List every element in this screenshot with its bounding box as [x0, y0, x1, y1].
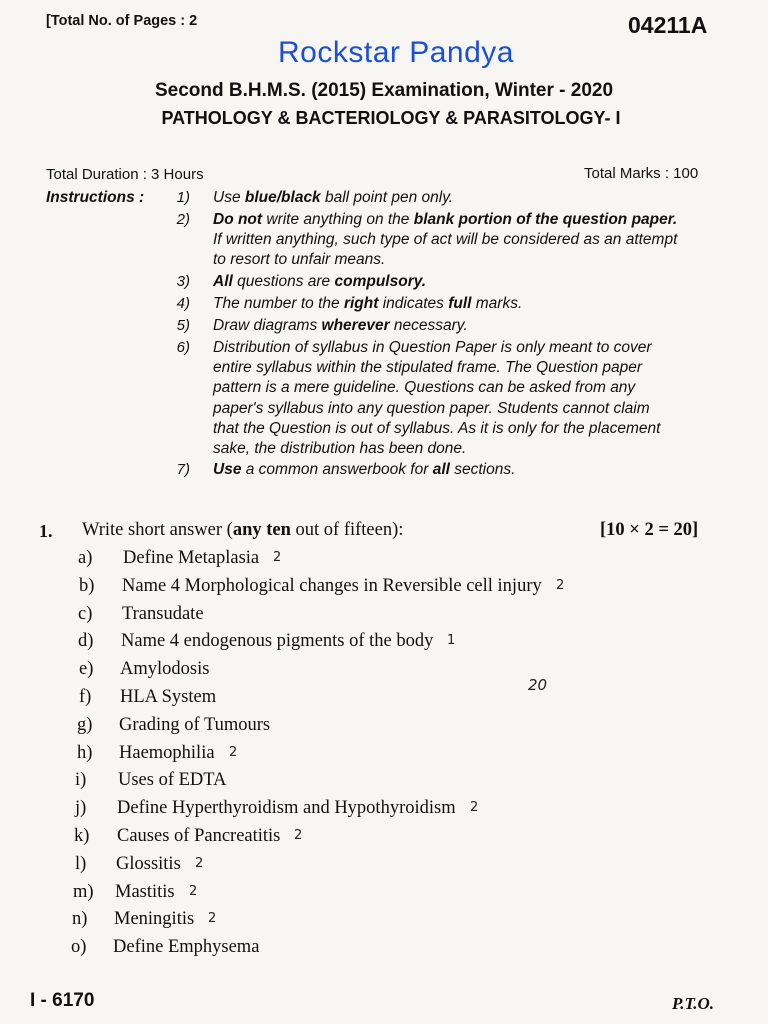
total-marks: Total Marks : 100	[584, 165, 699, 182]
paper-code: 04211A	[628, 12, 708, 38]
item-text: HLA System	[120, 687, 217, 707]
handwritten-mark-note: 2	[294, 828, 303, 843]
instruction-number: 1)	[176, 189, 190, 206]
item-letter: b)	[79, 575, 95, 596]
item-letter: h)	[77, 742, 93, 763]
item-text: Haemophilia	[119, 742, 215, 763]
item-text: Transudate	[122, 603, 204, 624]
handwritten-total-note: 20	[528, 676, 548, 694]
instruction-number: 6)	[176, 339, 190, 356]
handwritten-mark-note: 2	[470, 800, 479, 816]
item-letter: c)	[78, 603, 93, 624]
item-text: Name 4 endogenous pigments of the body	[121, 631, 434, 652]
question-marks: [10 × 2 = 20]	[600, 520, 699, 540]
instruction-line: Draw diagrams wherever necessary.	[213, 317, 468, 334]
item-letter: d)	[78, 631, 94, 652]
instruction-line: sake, the distribution has been done.	[213, 440, 467, 457]
instruction-line: The number to the right indicates full marks.	[213, 295, 523, 312]
instruction-line: Use a common answerbook for all sections.	[213, 461, 516, 478]
item-letter: k)	[74, 826, 90, 846]
item-letter: e)	[79, 659, 94, 680]
item-letter: o)	[71, 937, 87, 958]
watermark-name: Rockstar Pandya	[278, 36, 514, 69]
handwritten-mark-note: 2	[195, 855, 204, 871]
item-letter: n)	[72, 909, 88, 930]
instruction-line: to resort to unfair means.	[213, 251, 386, 269]
item-text: Causes of Pancreatitis	[117, 826, 281, 846]
instruction-number: 2)	[176, 211, 190, 228]
instruction-line: If written anything, such type of act will be considered as an attempt	[213, 231, 678, 249]
instruction-line: that the Question is out of syllabus. As it is only for the placement	[213, 419, 661, 437]
handwritten-mark-note: 1	[447, 633, 456, 649]
handwritten-mark-note: 2	[229, 744, 238, 760]
instruction-number: 7)	[176, 461, 190, 478]
item-letter: i)	[75, 770, 87, 791]
item-text: Define Hyperthyroidism and Hypothyroidism	[117, 798, 456, 819]
item-text: Uses of EDTA	[118, 770, 227, 791]
item-letter: m)	[73, 881, 94, 902]
footer-pto: P.T.O.	[672, 994, 715, 1013]
question-number: 1.	[39, 521, 53, 541]
footer-code: І - 6170	[30, 990, 95, 1011]
instruction-number: 4)	[176, 295, 190, 312]
total-pages-label: [Total No. of Pages : 2	[46, 13, 198, 29]
item-text: Name 4 Morphological changes in Reversible cell injury	[122, 575, 542, 596]
instruction-number: 3)	[176, 273, 190, 290]
item-letter: g)	[77, 714, 93, 735]
item-letter: l)	[75, 853, 87, 874]
item-text: Define Emphysema	[113, 937, 260, 958]
item-letter: j)	[75, 798, 87, 819]
item-text: Meningitis	[114, 909, 195, 930]
question-text: Write short answer (any ten out of fifteen):	[82, 520, 404, 540]
total-duration: Total Duration : 3 Hours	[46, 166, 204, 183]
item-text: Mastitis	[115, 881, 175, 902]
handwritten-mark-note: 2	[273, 550, 282, 565]
item-letter: f)	[79, 687, 92, 707]
instruction-line: Use blue/black ball point pen only.	[213, 189, 454, 206]
instruction-number: 5)	[176, 317, 190, 334]
instruction-line: Distribution of syllabus in Question Paper is only meant to cover	[213, 339, 652, 356]
instruction-line: paper's syllabus into any question paper. Students cannot claim	[213, 399, 650, 417]
handwritten-mark-note: 2	[556, 577, 565, 593]
exam-title: Second B.H.M.S. (2015) Examination, Winter - 2020	[154, 80, 614, 101]
instruction-line: Do not write anything on the blank portion of the question paper.	[213, 211, 678, 228]
item-letter: a)	[78, 548, 93, 568]
item-text: Glossitis	[116, 853, 181, 874]
handwritten-mark-note: 2	[208, 911, 217, 927]
instruction-line: All questions are compulsory.	[213, 273, 427, 290]
instruction-line: pattern is a mere guideline. Questions can be asked from any	[213, 379, 636, 397]
subject-title: PATHOLOGY & BACTERIOLOGY & PARASITOLOGY- I	[161, 108, 621, 128]
item-text: Define Metaplasia	[123, 548, 260, 568]
item-text: Amylodosis	[120, 659, 210, 680]
handwritten-mark-note: 2	[189, 883, 198, 899]
instructions-heading: Instructions :	[46, 189, 145, 206]
item-text: Grading of Tumours	[119, 714, 271, 735]
instruction-line: entire syllabus within the stipulated frame. The Question paper	[213, 359, 643, 377]
